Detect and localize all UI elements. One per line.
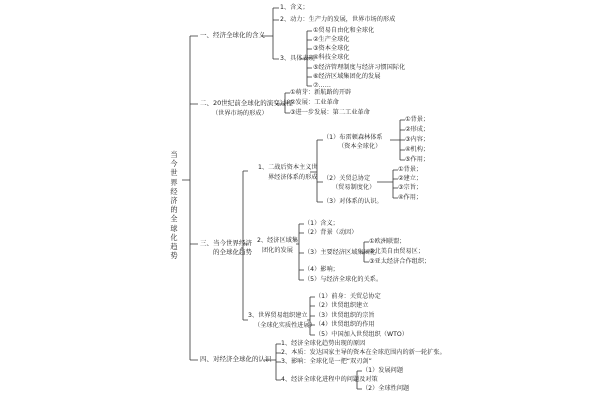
s3-c-item: （3）世贸组织的宗旨	[315, 312, 375, 319]
s3-b-c1: （1）含义；	[304, 220, 339, 227]
s3-a-b1-bracket	[390, 120, 405, 160]
s3-a-b2-item: ②建立；	[398, 175, 423, 182]
s3-a-b2-item: ④作用；	[398, 194, 423, 201]
s4-c4-item: （2）全球性问题	[362, 385, 410, 392]
s3-a-b1-line1: （1）布雷顿森林体系	[323, 134, 383, 141]
s3-a-b2-item: ③宗旨；	[398, 184, 423, 191]
s3-c-title-line2: （全球化实质性进展）	[254, 322, 316, 329]
s2-item: ②发展：工业革命	[290, 99, 339, 106]
s1-item: ③资本全球化	[313, 45, 350, 52]
section-2-subtitle: （世界市场的形成）	[212, 110, 268, 117]
s3-a-b1-item: ①背景；	[405, 116, 430, 123]
s3-b-c2: （2）背景（动因）	[304, 229, 358, 236]
s3-a-b1-item: ③内容；	[405, 136, 430, 143]
root-topic: 当今世界经济的全球化趋势	[170, 150, 178, 261]
root-bracket	[182, 36, 198, 360]
s3-b-title-line1: 2、经济区域集	[257, 237, 299, 244]
s2-item: ①萌芽：新航路的开辟	[290, 89, 352, 96]
s3-c-item: （2）世贸组织建立	[315, 302, 369, 309]
s3-a-title-line2: 界经济体系的形成	[268, 174, 318, 181]
s1-item: ⑤经济管理制度与经济习惯国际化	[313, 64, 406, 71]
s3-a-b1-item: ⑤作用；	[405, 156, 430, 163]
s3-b-c3-item: ①欧洲联盟；	[369, 238, 406, 245]
s4-c4-item: （1）发展问题	[362, 367, 404, 374]
s3-a-b2-line2: （贸易制度化）	[332, 184, 376, 191]
s3-b-c4: （4）影响；	[304, 266, 339, 273]
s4-c1: 1、经济全球化趋势出现的原因	[281, 340, 366, 347]
s3-a-b2-item: ①背景；	[398, 166, 423, 173]
s3-c-item: （5）中国加入世贸组织（WTO）	[315, 331, 408, 338]
s3-a-b1-item: ②形成；	[405, 126, 430, 133]
s3-a-b2-line1: （2）关贸总协定	[323, 175, 371, 182]
s3-b-bracket	[296, 224, 304, 280]
s3-a-title-line1: 1、二战后资本主义世	[258, 164, 318, 171]
s2-item: ③进一步发展：第二工业革命	[290, 109, 370, 116]
s3-a-b3: （3）对体系的认识。	[323, 198, 383, 205]
s4-c4: 4、经济全球化进程中的问题及对策	[281, 376, 378, 383]
s1-manifestations: 3、具体表现	[280, 55, 315, 62]
s1-item: ②生产全球化	[313, 36, 350, 43]
s3-a-b1-line2: （资本全球化）	[338, 143, 382, 150]
s3-b-c3: （3）主要经济区域集团化	[304, 249, 376, 256]
section-4-title: 四、对经济全球化的认识	[200, 355, 272, 363]
s1-item: ①贸易自由化和全球化	[313, 27, 375, 34]
s3-a-b2-bracket	[377, 170, 398, 198]
section-3-title-line2: 的全球化趋势	[213, 248, 252, 256]
s3-c-item: （4）世贸组织的作用	[315, 321, 375, 328]
s1-item: ⑦……	[313, 82, 331, 89]
s3-a-bracket	[310, 140, 323, 202]
s3-c-bracket	[307, 297, 315, 335]
s3-b-title-line2: 团化的发展	[262, 247, 293, 254]
s3-a-b1-item: ④机构；	[405, 146, 430, 153]
s1-meaning: 1、含义；	[280, 4, 309, 11]
section-1-title: 一、经济全球化的含义	[200, 31, 265, 39]
s3-b-c3-item: ②北美自由贸易区；	[369, 248, 425, 255]
s1-item: ④科技全球化	[313, 54, 350, 61]
section-3-title-line1: 三、当今世界经济	[200, 239, 252, 247]
s4-c2: 2、本质：发达国家主导的资本在全球范围内的新一轮扩张。	[281, 349, 446, 356]
s1-item: ⑥经济区域集团化的发展	[313, 73, 381, 80]
s3-b-c3-item: ③亚太经济合作组织；	[369, 258, 431, 265]
s3-c-item: （1）前身：关贸总协定	[315, 293, 381, 300]
s3-c-title-line1: 3、世界贸易组织建立	[248, 312, 308, 319]
s3-b-c5: （5）与经济全球化的关系。	[304, 276, 383, 283]
s1-driver: 2、动力：生产力的发展，世界市场的形成	[280, 16, 396, 23]
section-2-title: 二、20世纪前全球化的演变过程	[200, 99, 293, 107]
s4-c3: 3、影响：全球化是一把“双刃剑”	[281, 358, 372, 365]
